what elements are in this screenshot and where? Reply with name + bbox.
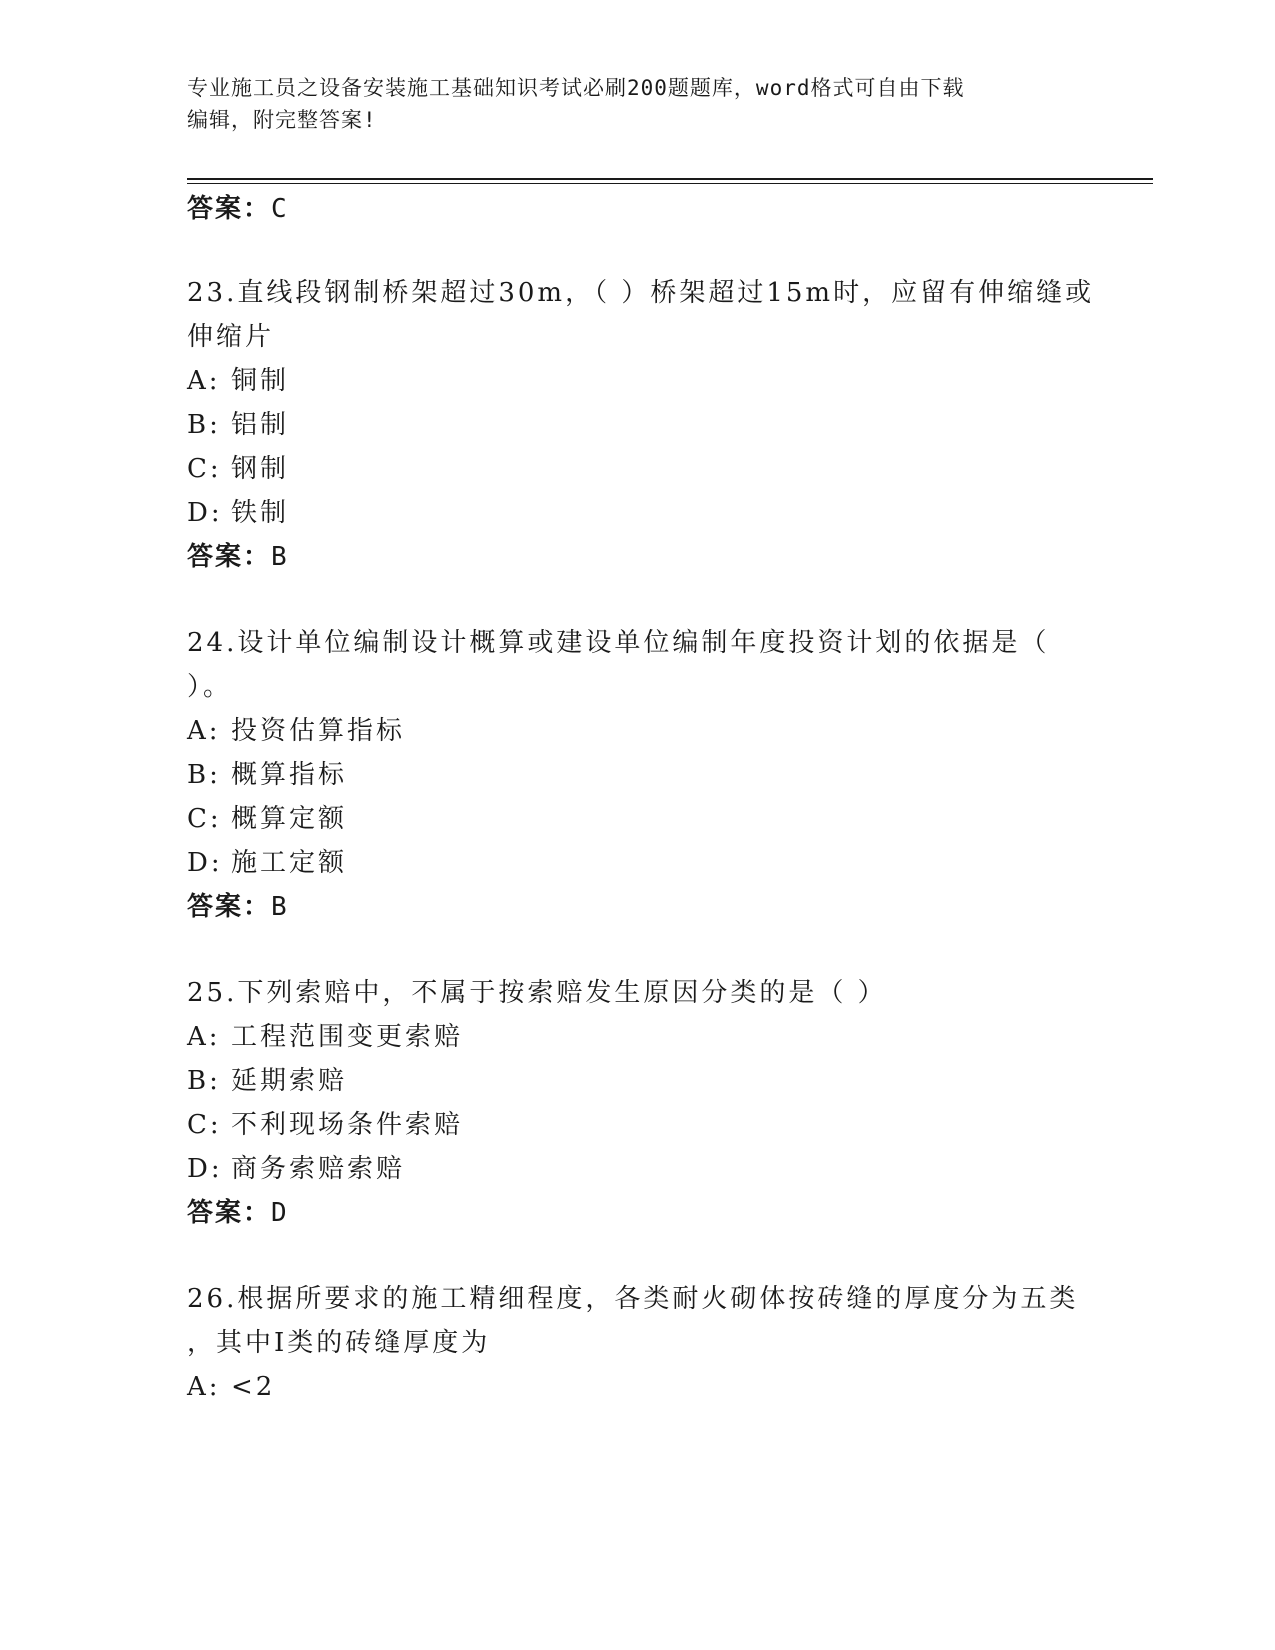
question-25-answer xyxy=(187,1196,289,1230)
answer-line-prev xyxy=(187,192,289,226)
option-key: C: xyxy=(187,804,222,834)
answer-value: B xyxy=(271,892,289,922)
option-key: C: xyxy=(187,454,222,484)
header-divider-thick xyxy=(187,178,1153,180)
option-text: 不利现场条件索赔 xyxy=(231,1110,464,1140)
option-text: 施工定额 xyxy=(231,848,348,878)
option-text: 商务索赔索赔 xyxy=(231,1154,406,1184)
answer-value: B xyxy=(271,542,289,572)
answer-label: 答案： xyxy=(187,892,272,922)
option-text: 铁制 xyxy=(231,498,290,528)
answer-value: C xyxy=(271,194,289,224)
question-23-option-a xyxy=(187,364,289,398)
answer-label: 答案： xyxy=(187,1198,272,1228)
option-key: D: xyxy=(187,848,223,878)
question-23-text-line-1: 23.直线段钢制桥架超过30m，（ ）桥架超过15m时，应留有伸缩缝或 xyxy=(187,278,1095,308)
question-26-text-line-1: 26.根据所要求的施工精细程度，各类耐火砌体按砖缝的厚度分为五类 xyxy=(187,1284,1079,1314)
header-line-1: 专业施工员之设备安装施工基础知识考试必刷200题题库，word格式可自由下载 xyxy=(187,76,965,100)
option-text: 概算定额 xyxy=(231,804,348,834)
answer-label: 答案： xyxy=(187,194,272,224)
question-25-text-line-1: 25.下列索赔中，不属于按索赔发生原因分类的是（ ） xyxy=(187,978,887,1008)
question-24-text-line-1: 24.设计单位编制设计概算或建设单位编制年度投资计划的依据是（ xyxy=(187,628,1050,658)
question-23-option-c xyxy=(187,452,289,486)
question-25-option-c xyxy=(187,1108,463,1142)
answer-label: 答案： xyxy=(187,542,272,572)
question-23-text-line-2: 伸缩片 xyxy=(187,322,275,352)
question-24-answer xyxy=(187,890,289,924)
header-line-2: 编辑，附完整答案! xyxy=(187,108,377,132)
option-key: D: xyxy=(187,498,223,528)
option-key: A: xyxy=(187,366,221,396)
question-25-option-a xyxy=(187,1020,463,1054)
option-text: <2 xyxy=(231,1372,276,1402)
option-text: 铝制 xyxy=(231,410,290,440)
question-24-option-c xyxy=(187,802,347,836)
question-25-option-b xyxy=(187,1064,347,1098)
question-24-option-b xyxy=(187,758,347,792)
question-26-text-line-2: ，其中I类的砖缝厚度为 xyxy=(187,1328,491,1358)
option-key: B: xyxy=(187,410,221,440)
question-23-option-d xyxy=(187,496,289,530)
option-text: 投资估算指标 xyxy=(231,716,406,746)
question-24-option-a xyxy=(187,714,405,748)
option-key: A: xyxy=(187,1372,221,1402)
option-key: B: xyxy=(187,760,221,790)
question-25-option-d xyxy=(187,1152,405,1186)
question-26-option-a xyxy=(187,1370,275,1404)
option-text: 钢制 xyxy=(231,454,290,484)
option-key: C: xyxy=(187,1110,222,1140)
option-key: B: xyxy=(187,1066,221,1096)
option-key: D: xyxy=(187,1154,223,1184)
option-key: A: xyxy=(187,716,221,746)
option-text: 工程范围变更索赔 xyxy=(231,1022,464,1052)
option-text: 铜制 xyxy=(231,366,290,396)
option-text: 延期索赔 xyxy=(231,1066,348,1096)
header-divider-thin xyxy=(187,183,1153,184)
answer-value: D xyxy=(271,1198,289,1228)
question-24-option-d xyxy=(187,846,347,880)
question-23-answer xyxy=(187,540,289,574)
option-text: 概算指标 xyxy=(231,760,348,790)
document-header xyxy=(187,72,1067,136)
question-24-text-line-2: ）。 xyxy=(187,672,233,702)
option-key: A: xyxy=(187,1022,221,1052)
question-23-option-b xyxy=(187,408,289,442)
